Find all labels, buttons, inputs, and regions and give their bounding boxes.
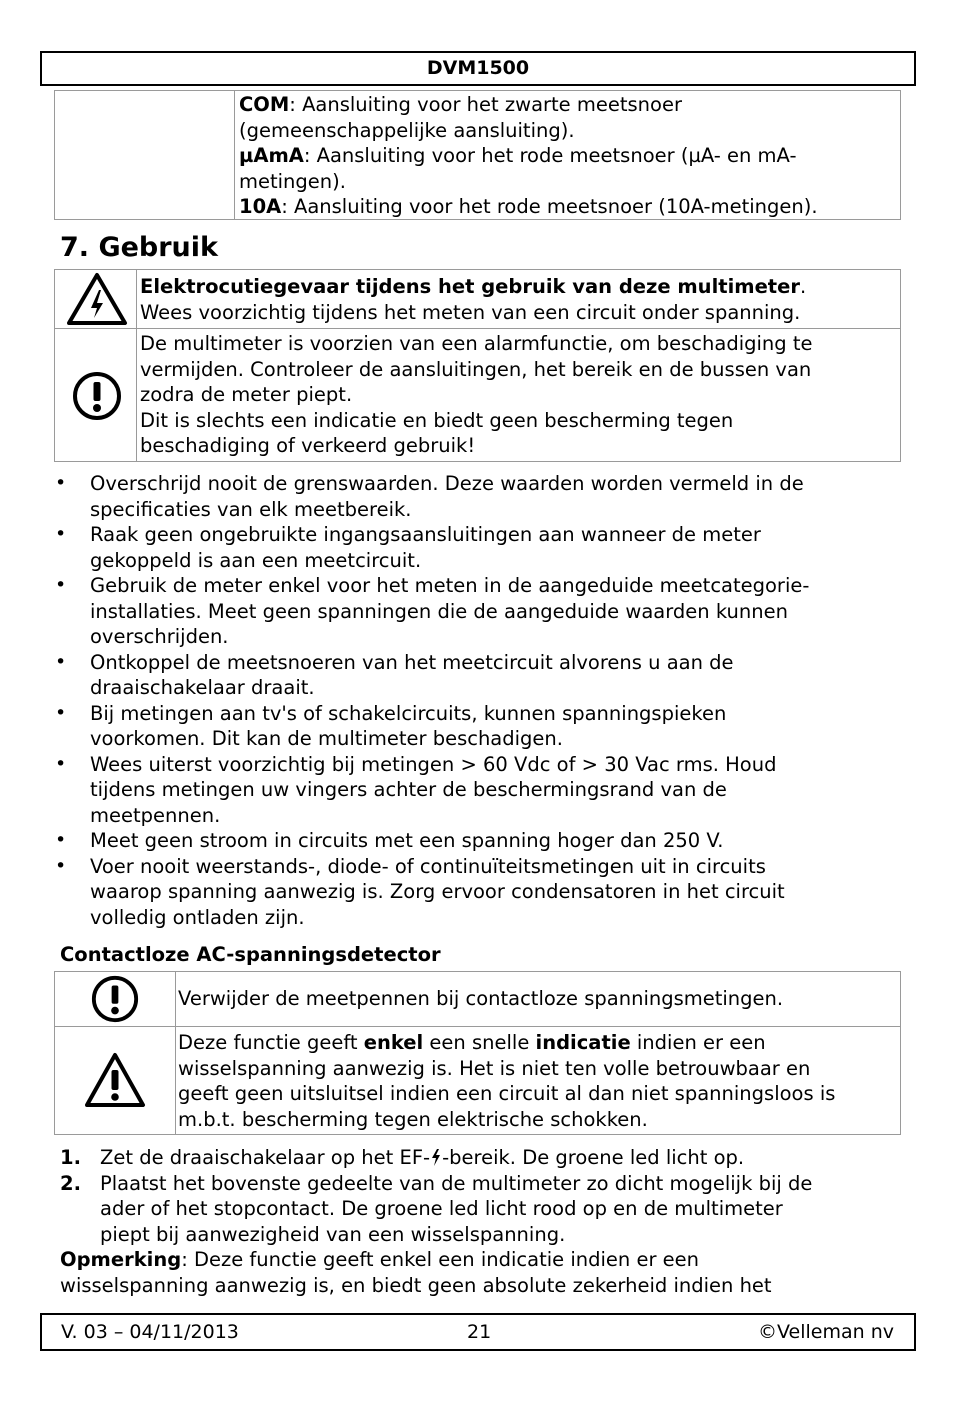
caution-circle-icon	[89, 974, 141, 1024]
list-item: 2. Plaatst het bovenste gedeelte van de multimeter zo dicht mogelijk bij de ader of het stopcontact. De groene led licht rood op en de multimeter piept bij aanwezigheid van een wisselspanning.	[60, 1171, 813, 1246]
page-number: 21	[467, 1321, 492, 1343]
warning-divider	[136, 269, 137, 462]
uama-row	[239, 143, 899, 169]
warning-triangle-icon	[84, 1052, 146, 1108]
remark-label: Opmerking	[60, 1248, 182, 1271]
ncv-row-divider	[54, 1026, 901, 1027]
ncv-divider	[175, 971, 176, 1135]
ncv-note-2: Deze functie geeft enkel een snelle indicatie indien er een wisselspanning aanwezig is. Het is niet ten volle betrouwbaar en geeft geen uitsluitsel indien een circuit al dan niet spanningsloos is m.b.t. bescherming tegen elektrische schokken.	[178, 1031, 836, 1131]
list-item: • Meet geen stroom in circuits met een spanning hoger dan 250 V.	[55, 828, 905, 854]
lightning-icon	[431, 1149, 441, 1166]
electrocution-warning-icon	[66, 272, 128, 326]
list-item: 1. Zet de draaischakelaar op het EF- -bereik. De groene led licht op.	[60, 1146, 745, 1169]
subsection-title: Contactloze AC-spanningsdetector	[60, 943, 441, 966]
shock-warning-title: Elektrocutiegevaar tijdens het gebruik van deze multimeter	[140, 275, 800, 298]
procedure-steps	[60, 1145, 910, 1247]
model-title: DVM1500	[426, 57, 530, 79]
table-divider	[234, 90, 235, 220]
list-item: • Voer nooit weerstands-, diode- of continuïteitsmetingen uit in circuits waarop spanning aanwezig is. Zorg ervoor condensatoren in het circuit volledig ontladen zijn.	[55, 854, 905, 931]
uama-desc: : Aansluiting voor het rode meetsnoer (µA- en mA-	[303, 144, 797, 167]
list-item: • Raak geen ongebruikte ingangsaansluitingen aan wanneer de meter gekoppeld is aan een meetcircuit.	[55, 522, 905, 573]
safety-bullet-list	[55, 471, 905, 930]
list-item: • Wees uiterst voorzichtig bij metingen > 60 Vdc of > 30 Vac rms. Houd tijdens metingen uw vingers achter de beschermingsrand van de meetpennen.	[55, 752, 905, 829]
com-row	[239, 92, 899, 118]
remark-paragraph: Opmerking: Deze functie geeft enkel een indicatie indien er een wisselspanning aanwezig is, en biedt geen absolute zekerheid indien het	[60, 1248, 772, 1297]
document-header	[40, 51, 916, 86]
copyright: ©Velleman nv	[758, 1321, 894, 1343]
ncv-note-1: Verwijder de meetpennen bij contactloze spanningsmetingen.	[178, 987, 784, 1010]
document-footer	[40, 1313, 916, 1351]
com-desc-2: (gemeenschappelijke aansluiting).	[239, 118, 575, 142]
uama-term: µAmA	[239, 144, 304, 167]
a10-desc: : Aansluiting voor het rode meetsnoer (10A-metingen).	[281, 195, 818, 218]
com-desc: : Aansluiting voor het zwarte meetsnoer	[289, 93, 682, 116]
shock-warning-line2: Wees voorzichtig tijdens het meten van een circuit onder spanning.	[140, 300, 801, 324]
com-term: COM	[239, 93, 290, 116]
shock-warning-text: Elektrocutiegevaar tijdens het gebruik van deze multimeter. Wees voorzichtig tijdens het meten van een circuit onder spanning.	[140, 274, 898, 325]
warning-row-divider	[54, 328, 901, 329]
list-item: • Gebruik de meter enkel voor het meten in de aangeduide meetcategorie- installaties. Meet geen spanningen die de aangeduide waarden kunnen overschrijden.	[55, 573, 905, 650]
alarm-warning-text: De multimeter is voorzien van een alarmfunctie, om beschadiging te vermijden. Controleer de aansluitingen, het bereik en de bussen van zodra de meter piept. Dit is slechts een indicatie en biedt geen bescherming tegen beschadiging of verkeerd gebruik!	[140, 332, 813, 457]
list-item: • Ontkoppel de meetsnoeren van het meetcircuit alvorens u aan de draaischakelaar draait.	[55, 650, 905, 701]
list-item: • Overschrijd nooit de grenswaarden. Deze waarden worden vermeld in de specificaties van elk meetbereik.	[55, 471, 905, 522]
uama-desc-2: metingen).	[239, 169, 346, 193]
list-item: • Bij metingen aan tv's of schakelcircuits, kunnen spanningspieken voorkomen. Dit kan de multimeter beschadigen.	[55, 701, 905, 752]
a10-row	[239, 194, 899, 220]
terminal-descriptions	[239, 92, 899, 220]
caution-circle-icon	[71, 370, 123, 422]
a10-term: 10A	[239, 195, 282, 218]
section-title: 7. Gebruik	[60, 232, 218, 263]
version-date: V. 03 – 04/11/2013	[61, 1321, 239, 1343]
